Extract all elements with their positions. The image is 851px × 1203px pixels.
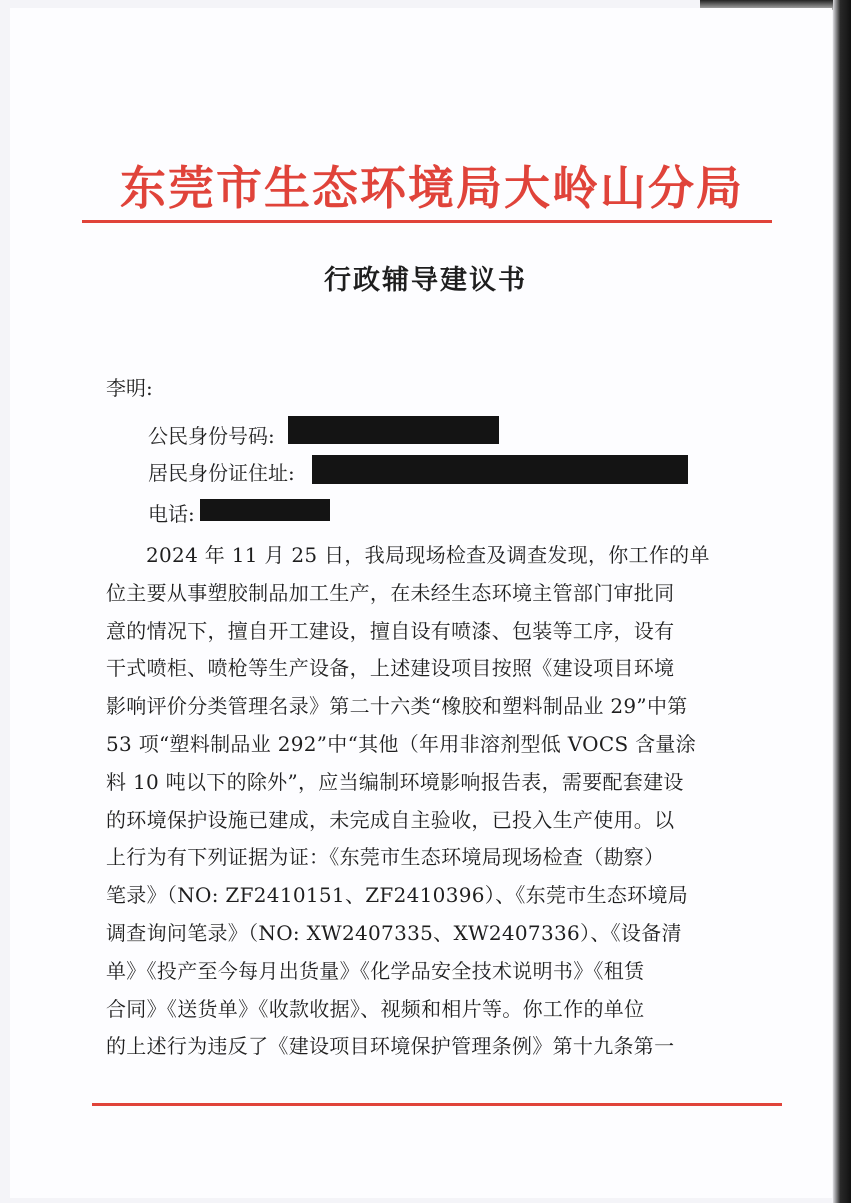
- body-line: 影响评价分类管理名录》第二十六类“橡胶和塑料制品业 29”中第: [106, 694, 688, 719]
- body-line: 合同》《送货单》《收款收据》、视频和相片等。你工作的单位: [106, 996, 645, 1021]
- id-number-label: 公民身份号码:: [148, 424, 275, 448]
- body-line: 53 项“塑料制品业 292”中“其他（年用非溶剂型低 VOCS 含量涂: [106, 731, 697, 756]
- body-line: 的环境保护设施已建成，未完成自主验收，已投入生产使用。以: [106, 807, 675, 832]
- redacted-id-number: [288, 416, 499, 444]
- body-line: 调查询问笔录》（NO: XW2407335、XW2407336）、《设备清: [106, 920, 682, 945]
- body-line: 的上述行为违反了《建设项目环境保护管理条例》第十九条第一: [106, 1034, 675, 1059]
- redacted-address: [312, 455, 688, 484]
- body-line: 干式喷柜、喷枪等生产设备，上述建设项目按照《建设项目环境: [106, 656, 675, 681]
- body-line: 料 10 吨以下的除外”，应当编制环境影响报告表，需要配套建设: [106, 769, 684, 794]
- body-paragraph: [106, 537, 746, 1066]
- redacted-phone: [200, 499, 330, 521]
- address-label: 居民身份证住址:: [148, 461, 295, 485]
- body-line: 上行为有下列证据为证：《东莞市生态环境局现场检查（勘察）: [106, 845, 665, 870]
- body-line: 2024 年 11 月 25 日，我局现场检查及调查发现，你工作的单: [146, 543, 710, 567]
- scan-edge-right: [833, 0, 851, 1203]
- salutation: 李明:: [106, 376, 153, 400]
- letterhead-red-rule: [82, 220, 772, 223]
- body-line: 单》《投产至今每月出货量》《化学品安全技术说明书》《租赁: [106, 958, 645, 983]
- body-line: 笔录》（NO: ZF2410151、ZF2410396）、《东莞市生态环境局: [106, 883, 689, 908]
- body-line: 意的情况下，擅自开工建设，擅自设有喷漆、包装等工序，设有: [106, 618, 675, 643]
- footer-red-rule: [92, 1103, 782, 1106]
- agency-letterhead: 东莞市生态环境局大岭山分局: [120, 161, 744, 215]
- body-line: 位主要从事塑胶制品加工生产，在未经生态环境主管部门审批同: [106, 580, 675, 605]
- phone-label: 电话:: [148, 502, 195, 526]
- document-title: 行政辅导建议书: [324, 265, 527, 296]
